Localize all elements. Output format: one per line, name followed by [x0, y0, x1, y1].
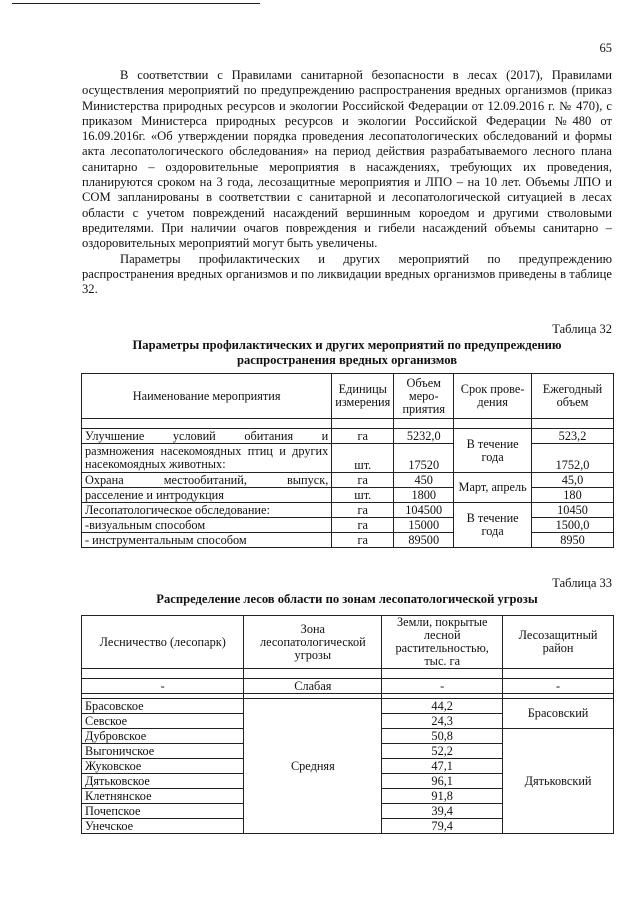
cell-dash: -: [503, 679, 614, 694]
paragraph-2: Параметры профилактических и других мероприятий по предупреждению распространения вредных организмов и по ликвидации вредных организмов приведены в таблице 32.: [82, 251, 612, 297]
table-header-row: [82, 374, 614, 419]
cell-land: 91,8: [382, 789, 503, 804]
table-header-row: [82, 616, 614, 669]
cell-unit: га: [332, 503, 394, 518]
cell-forestry: Жуковское: [82, 759, 244, 774]
cell-land: 47,1: [382, 759, 503, 774]
cell-name: размножения насекомоядных птиц и других насекомоядных животных:: [82, 444, 332, 473]
table-row: [82, 473, 614, 488]
cell-land: 44,2: [382, 699, 503, 714]
top-rule: [12, 3, 260, 4]
header-volume: Объем меро-приятия: [394, 374, 454, 419]
cell-unit: шт.: [332, 444, 394, 473]
cell-dash: -: [82, 679, 244, 694]
cell-volume: 5232,0: [394, 429, 454, 444]
table-33-title: Распределение лесов области по зонам лесопатологической угрозы: [156, 592, 538, 606]
table-row: [82, 429, 614, 444]
table-row: [82, 444, 614, 473]
cell-term: В течение года: [454, 429, 532, 473]
cell-name: расселение и интродукция: [82, 488, 332, 503]
table-33-label: Таблица 33: [552, 576, 612, 590]
cell-unit: га: [332, 518, 394, 533]
cell-annual: 1752,0: [532, 444, 614, 473]
cell-land: 96,1: [382, 774, 503, 789]
table-33: [81, 615, 614, 834]
cell-forestry: Выгоничское: [82, 744, 244, 759]
cell-annual: 10450: [532, 503, 614, 518]
cell-unit: шт.: [332, 488, 394, 503]
cell-volume: 104500: [394, 503, 454, 518]
cell-name: Лесопатологическое обследование:: [82, 503, 332, 518]
cell-term: Март, апрель: [454, 473, 532, 503]
cell-volume: 15000: [394, 518, 454, 533]
table-row: [82, 679, 614, 694]
cell-volume: 450: [394, 473, 454, 488]
cell-annual: 180: [532, 488, 614, 503]
cell-annual: 1500,0: [532, 518, 614, 533]
cell-forestry: Дубровское: [82, 729, 244, 744]
header-land: Земли, покрытые лесной растительностью, тыс. га: [382, 616, 503, 669]
cell-volume: 17520: [394, 444, 454, 473]
cell-district: Дятьковский: [503, 729, 614, 834]
table-32-label: Таблица 32: [552, 322, 612, 336]
cell-land: 39,4: [382, 804, 503, 819]
cell-forestry: Севское: [82, 714, 244, 729]
cell-unit: га: [332, 533, 394, 548]
page-number: 65: [599, 41, 612, 55]
body-text: [82, 68, 612, 297]
cell-name: Улучшение условий обитания и: [82, 429, 332, 444]
table-row: [82, 533, 614, 548]
table-row: [82, 488, 614, 503]
header-term: Срок прове-дения: [454, 374, 532, 419]
table-32: [81, 373, 614, 548]
table-row: [82, 699, 614, 714]
cell-forestry: Дятьковское: [82, 774, 244, 789]
cell-name: Охрана местообитаний, выпуск,: [82, 473, 332, 488]
header-annual: Ежегодный объем: [532, 374, 614, 419]
table-32-title: Параметры профилактических и других мероприятий по предупреждению распространения вредных организмов: [132, 338, 562, 367]
cell-dash: -: [382, 679, 503, 694]
header-forestry: Лесничество (лесопарк): [82, 616, 244, 669]
table-row: [82, 503, 614, 518]
cell-annual: 45,0: [532, 473, 614, 488]
spacer-row: [82, 419, 614, 429]
cell-forestry: Почепское: [82, 804, 244, 819]
cell-land: 52,2: [382, 744, 503, 759]
cell-unit: га: [332, 429, 394, 444]
paragraph-1: В соответствии с Правилами санитарной безопасности в лесах (2017), Правилами осуществления мероприятий по предупреждению распространения вредных организмов (приказ Министерства природных ресурсов и экологии Российской Федерации от 12.09.2016 г. № 470), с приказом Министерса природных ресурсов и экологии Российской Федерации №480 от 16.09.2016г. «Об утверждении порядка проведения лесопатологических обследований и формы акта лесопатологического обследования» на период действия разрабатываемого лесного плана санитарно – оздоровительные мероприятия в насаждениях, требующих их проведения, планируются сроком на 3 года, лесозащитные мероприятия и ЛПО – на 10 лет. Объемы ЛПО и СОМ запланированы в соответствии с санитарной и лесопатологической ситуацией в лесах области с учетом повреждений насаждений вершинным короедом и другими стволовыми вредителями. При наличии очагов повреждения и гибели насаждений объемы санитарно – оздоровительных мероприятий могут быть увеличены.: [82, 68, 612, 251]
cell-term: В течение года: [454, 503, 532, 548]
cell-land: 79,4: [382, 819, 503, 834]
cell-volume: 89500: [394, 533, 454, 548]
cell-district: Брасовский: [503, 699, 614, 729]
cell-land: 50,8: [382, 729, 503, 744]
header-zone: Зона лесопатологической угрозы: [244, 616, 382, 669]
cell-zone-weak: Слабая: [244, 679, 382, 694]
header-unit: Единицы измерения: [332, 374, 394, 419]
header-district: Лесозащитный район: [503, 616, 614, 669]
table-row: [82, 518, 614, 533]
cell-name: -визуальным способом: [82, 518, 332, 533]
cell-forestry: Унечское: [82, 819, 244, 834]
cell-name: - инструментальным способом: [82, 533, 332, 548]
cell-zone-medium: Средняя: [244, 699, 382, 834]
cell-forestry: Клетнянское: [82, 789, 244, 804]
cell-land: 24,3: [382, 714, 503, 729]
cell-unit: га: [332, 473, 394, 488]
header-name: Наименование мероприятия: [82, 374, 332, 419]
cell-annual: 8950: [532, 533, 614, 548]
spacer-row: [82, 669, 614, 679]
cell-annual: 523,2: [532, 429, 614, 444]
cell-forestry: Брасовское: [82, 699, 244, 714]
cell-volume: 1800: [394, 488, 454, 503]
